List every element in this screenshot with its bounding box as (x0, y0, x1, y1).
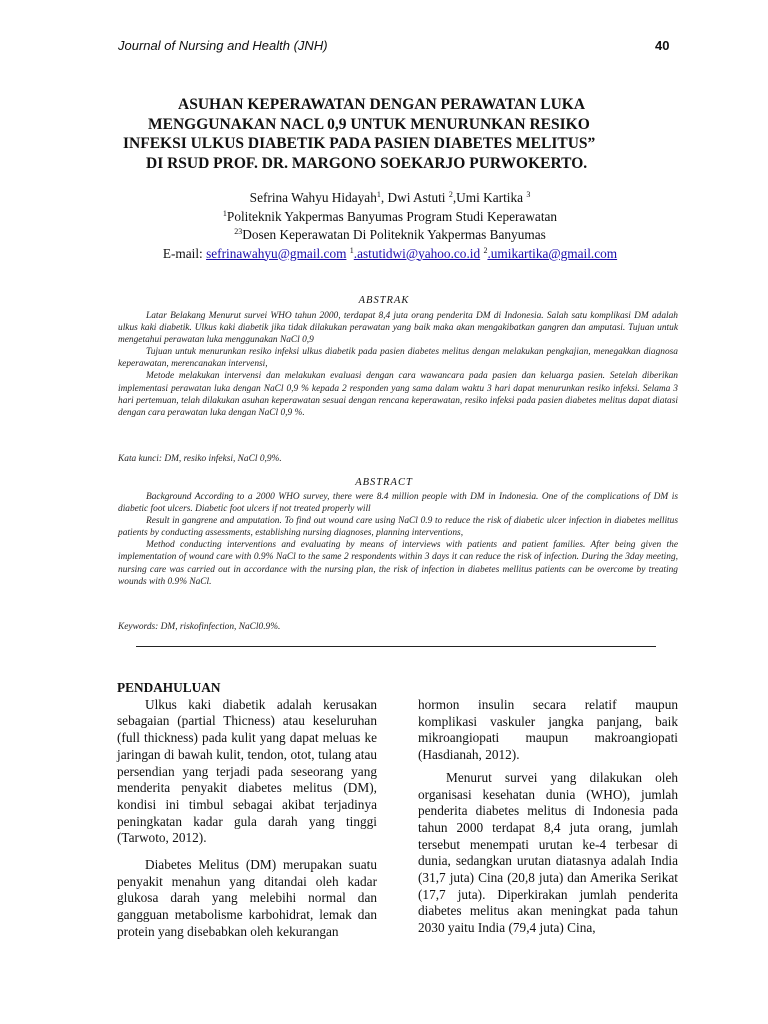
abstrak-heading: ABSTRAK (358, 295, 410, 306)
email-link-1[interactable]: sefrinawahyu@gmail.com (206, 245, 347, 261)
email-label: E-mail: (162, 245, 207, 261)
section-heading: PENDAHULUAN (117, 680, 221, 695)
body-paragraph: Diabetes Melitus (DM) merupakan suatu penyakit menahun yang ditandai oleh kadar glukosa darah yang melebihi normal dan gangguan metabolisme karbohidrat, lemak dan protein yang disebabkan oleh kekurangan (117, 857, 377, 939)
section-divider (136, 646, 656, 647)
journal-name: Journal of Nursing and Health (JNH) (118, 38, 328, 53)
keywords: Keywords: DM, riskofinfection, NaCl0.9%. (118, 622, 281, 632)
body-paragraph: Ulkus kaki diabetik adalah kerusakan sebagaian (partial Thicness) atau keseluruhan (full thickness) pada kulit yang dapat meluas ke jaringan di bawah kulit, tendon, otot, tulang atau persendian yang terjadi pada seseorang yang menderita penyakit diabetes melitus (DM), kondisi ini timbul sebagai akibat terjadinya peningkatan kadar gula darah yang tinggi (Tarwoto, 2012). (117, 696, 377, 846)
author-block (100, 189, 680, 263)
abstrak-paragraph-3: Metode melakukan intervensi dan melakukan evaluasi dengan cara wawancara pada pasien dan keluarga pasien. Setelah diberikan implementasi perawatan luka dengan NaCl 0,9 % kepada 2 responden yang sama dalam waktu 3 hari dapat menurunkan resiko infeksi. Selama 3 hari pertemuan, telah dilakukan asuhan keperawatan sesuai dengan rencana keperawatan, resiko infeksi pada pasien diabetes melitus dapat diatasi dengan cara perawatan luka dengan NaCl 0,9 %. (118, 371, 678, 418)
abstract-paragraph-1: Background According to a 2000 WHO survey, there were 8.4 million people with DM in Indonesia. One of the complications of DM is diabetic foot ulcers. Diabetic foot ulcers if not treated properly will (118, 492, 678, 515)
left-column (117, 680, 377, 941)
email-link-2[interactable]: .astutidwi@yahoo.co.id (353, 245, 481, 261)
abstract-heading: ABSTRACT (355, 477, 413, 488)
body-paragraph: hormon insulin secara relatif maupun komplikasi vaskuler jangka panjang, baik mikroangiopati maupun makroangiopati (Hasdianah, 2012). (418, 697, 678, 763)
email-2-sup: 1 (349, 245, 354, 255)
author-sep-2: ,Umi Kartika (452, 190, 527, 205)
affiliation-2-text: Dosen Keperawatan Di Politeknik Yakpermas Banyumas (242, 227, 546, 242)
right-column (418, 697, 678, 937)
author-3-sup: 3 (526, 190, 531, 199)
abstract-text (118, 491, 678, 588)
email-3-sup: 2 (483, 245, 488, 255)
affiliation-1-sup: 1 (222, 208, 227, 218)
author-names (100, 189, 680, 208)
kata-kunci: Kata kunci: DM, resiko infeksi, NaCl 0,9%. (118, 454, 282, 464)
author-2-sup: 2 (448, 190, 453, 199)
author-sep-1: , Dwi Astuti (380, 190, 449, 205)
affiliation-1-text: Politeknik Yakpermas Banyumas Program Studi Keperawatan (226, 208, 558, 224)
affiliation-2-sup: 23 (234, 227, 243, 236)
title-line-3: INFEKSI ULKUS DIABETIK PADA PASIEN DIABETES MELITUS” (123, 135, 596, 152)
paper-title (108, 95, 668, 173)
affiliation-1 (100, 208, 680, 227)
author-1: Sefrina Wahyu Hidayah (249, 190, 377, 205)
title-line-4: DI RSUD PROF. DR. MARGONO SOEKARJO PURWOKERTO. (146, 154, 588, 172)
email-link-3[interactable]: .umikartika@gmail.com (487, 245, 618, 261)
email-line (100, 245, 680, 264)
title-line-1: ASUHAN KEPERAWATAN DENGAN PERAWATAN LUKA (178, 96, 586, 113)
author-1-sup: 1 (376, 190, 381, 199)
abstrak-paragraph-1: Latar Belakang Menurut survei WHO tahun 2000, terdapat 8,4 juta orang penderita DM di Indonesia. Salah satu komplikasi DM adalah ulkus kaki diabetik. Ulkus kaki diabetik jika tidak dilakukan perawatan yang baik maka akan mengakibatkan gangren dan amputasi. Tujuan untuk mengetahui perawatan luka menggunakan NaCl 0,9 (118, 311, 678, 346)
page-number: 40 (655, 38, 670, 53)
abstrak-paragraph-2: Tujuan untuk menurunkan resiko infeksi ulkus diabetik pada pasien diabetes melitus dengan melakukan pengkajian, menegakkan diagnosa keperawatan, merencanakan intervensi, (118, 347, 678, 370)
abstract-paragraph-2: Result in gangrene and amputation. To find out wound care using NaCl 0.9 to reduce the risk of diabetic ulcer infection in diabetes mellitus patients by conducting assessments, establishing nursing diagnoses, planning interventions, (118, 516, 678, 539)
body-paragraph: Menurut survei yang dilakukan oleh organisasi kesehatan dunia (WHO), jumlah penderita diabetes melitus di Indonesia pada tahun 2000 terdapat 8,4 juta orang, jumlah tersebut menempati urutan ke-4 terbesar di dunia, sedangkan urutan diatasnya adalah India (31,7 juta) Cina (20,8 juta) dan Amerika Serikat (17,7 juta). Diperkirakan jumlah penderita diabetes melitus akan meningkat pada tahun 2030 yaitu India (79,4 juta) Cina, (418, 769, 678, 936)
title-line-2: MENGGUNAKAN NACL 0,9 UNTUK MENURUNKAN RESIKO (148, 115, 590, 133)
abstract-paragraph-3: Method conducting interventions and evaluating by means of interviews with patients and patient families. After being given the implementation of wound care with 0.9% NaCl to the same 2 respondents within 3 days it can reduce the risk of infection. During the 3day meeting, nursing care was carried out in accordance with the nursing plan, the risk of infection in diabetes mellitus patients can be overcome by treating wounds with 0.9% NaCl. (118, 540, 678, 587)
affiliation-2 (100, 226, 680, 245)
abstrak-text (118, 310, 678, 419)
